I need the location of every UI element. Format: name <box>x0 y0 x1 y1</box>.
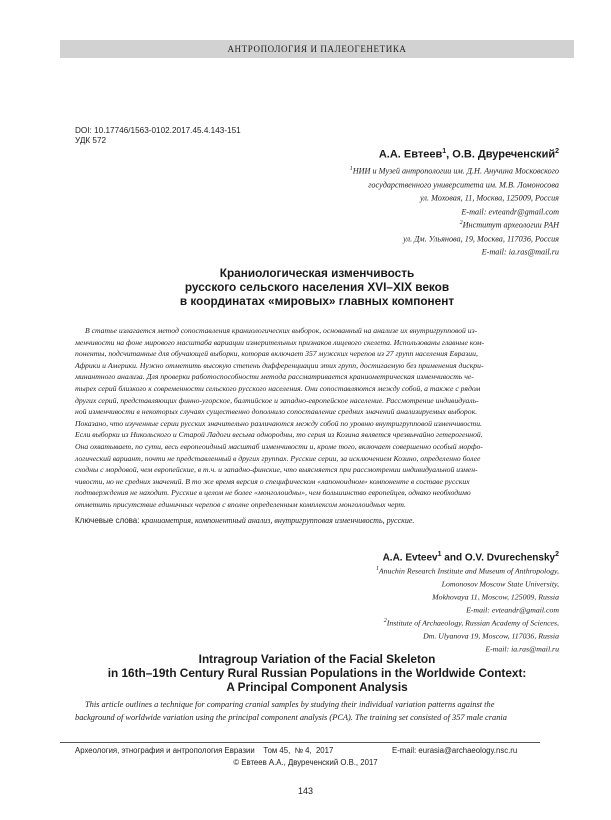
affiliation-text[interactable]: E-mail: evteandr@gmail.com <box>466 605 559 615</box>
article-title-ru <box>60 266 574 308</box>
abstract-line: чивости, но не средних значений. В то же время версия о специфическом «лапоноидном» компоненте в составе русских <box>75 476 470 486</box>
title-line: A Principal Component Analysis <box>226 680 408 694</box>
title-line: Intragroup Variation of the Facial Skeleton <box>198 652 436 666</box>
abstract-line: сходны с мордовой, чем европейские, в т.ч. и западно-финские, что выясняется при рассмотрении индивидуальной измен- <box>75 465 478 475</box>
affiliation-line <box>376 629 559 642</box>
affiliation-sup: 1 <box>349 166 353 172</box>
affiliation-line <box>376 603 559 616</box>
affiliation-text: Институт археологии РАН <box>462 220 559 230</box>
author-separator: , <box>446 148 453 161</box>
affiliation-line <box>350 218 559 232</box>
author-1-en: A.A. Evteev <box>382 552 438 564</box>
affiliation-text[interactable]: E-mail: evteandr@gmail.com <box>461 207 559 217</box>
affiliation-text[interactable]: E-mail: ia.ras@mail.ru <box>481 247 559 257</box>
affiliation-text: Dm. Ulyanova 19, Moscow, 117036, Russia <box>423 631 559 641</box>
authors-ru <box>379 148 559 161</box>
abstract-line: подтверждения не находит. Русские в целом не более «монголоидны», чем большинство европейцев, однако необходимо <box>75 488 471 498</box>
affiliation-line <box>350 178 559 192</box>
affiliation-line <box>376 577 559 590</box>
keywords-label: Ключевые слова: <box>75 516 140 525</box>
title-line: Краниологическая изменчивость <box>219 266 415 280</box>
affiliation-line <box>376 564 559 577</box>
title-line: в координатах «мировых» главных компонент <box>179 294 455 308</box>
section-header: АНТРОПОЛОГИЯ И ПАЛЕОГЕНЕТИКА <box>60 40 574 58</box>
abstract-line: логический вариант, почти не представленный в других группах. Русские серии, за исключением Козино, определенно более <box>75 453 481 463</box>
abstract-line: поненты, подсчитанные для обучающей выборки, которая включает 357 мужских черепов из 27 групп населения Евразии, <box>75 349 478 359</box>
affiliation-text: НИИ и Музей антропологии им. Д.Н. Анучина Московского <box>352 166 559 176</box>
abstract-ru <box>75 325 555 511</box>
abstract-line: отметить присутствие единичных черепов с вполне определенным комплексом монголоидных черт. <box>75 499 406 509</box>
affiliation-line <box>350 205 559 219</box>
abstract-line: Она охватывает, по сути, весь европеоидный масштаб изменчивости и, кроме того, включает совершенно особый морфо- <box>75 441 483 451</box>
affiliation-line <box>376 616 559 629</box>
abstract-line: Показано, что изученные серии русских значительно различаются между собой по уровню внутригрупповой изменчивости. <box>75 418 482 428</box>
article-title-en <box>60 652 574 694</box>
affiliation-text: Lomonosov Moscow State University, <box>441 579 559 589</box>
authors-en <box>383 551 559 563</box>
page-number: 143 <box>297 786 314 796</box>
author-separator-en: and <box>441 552 465 564</box>
author-2-sup: 2 <box>555 148 559 155</box>
affiliation-line <box>376 590 559 603</box>
abstract-line: других серий, представляющих финно-угорское, балтийское и западно-европейское население. Рассмотрение индивидуаль- <box>75 395 479 405</box>
affiliation-line <box>350 164 559 178</box>
abstract-line: Если выборки из Никольского и Старой Ладоги весьма однородны, то серия из Козина является чрезвычайно гетерогенной. <box>75 430 483 440</box>
abstract-line: background of worldwide variation using the principal component analysis (PCA). The training set consisted of 357 male crania <box>75 713 507 722</box>
affiliations-en <box>376 564 559 655</box>
affiliation-text: государственного университета им. М.В. Ломоносова <box>368 180 559 190</box>
keywords <box>75 516 414 525</box>
author-1-en-sup: 1 <box>437 551 442 558</box>
abstract-line: тырех серий близкого к современности сельского русского населения. Они сопоставляются между собой, а также с рядом <box>75 383 481 393</box>
affiliation-line <box>350 232 559 246</box>
author-2-en-sup: 2 <box>555 551 559 558</box>
abstract-line: В статье излагается метод сопоставления краниологических выборок, основанный на анализе их внутригрупповой из- <box>85 326 478 335</box>
abstract-line: This article outlines a technique for comparing cranial samples by studying their individual variation patterns against the <box>85 700 495 709</box>
author-2: О.В. Двуреченский <box>452 148 556 161</box>
doi[interactable]: DOI: 10.17746/1563-0102.2017.45.4.143-151 <box>75 126 241 135</box>
affiliation-sup: 2 <box>383 618 387 624</box>
abstract-line: Африки и Америки. Нужно отметить высокую степень дифференциации этих групп, достигаемую без применения дискри- <box>75 360 484 370</box>
footer-divider <box>60 742 540 743</box>
affiliation-text: Institute of Archaeology, Russian Academy of Sciences, <box>386 618 559 628</box>
keywords-list: краниометрия, компонентный анализ, внутригрупповая изменчивость, русские. <box>141 516 415 525</box>
affiliation-text: ул. Моховая, 11, Москва, 125009, Россия <box>420 193 559 203</box>
affiliation-line <box>350 191 559 205</box>
affiliation-sup: 2 <box>459 220 463 227</box>
author-2-en: O.V. Dvurechensky <box>464 552 556 564</box>
abstract-line: ной изменчивости в некоторых случаях существенно дополнило сопоставление средних значений анализируемых выборок. <box>75 407 478 417</box>
author-1: А.А. Евтеев <box>378 148 443 161</box>
abstract-en <box>75 698 555 724</box>
doi-block <box>75 126 241 146</box>
affiliation-text: ул. Дм. Ульянова, 19, Москва, 117036, Россия <box>403 234 559 244</box>
title-line: in 16th–19th Century Rural Russian Populations in the Worldwide Context: <box>107 666 527 680</box>
affiliation-line <box>350 245 559 259</box>
title-line: русского сельского населения XVI–XIX веков <box>184 280 450 294</box>
author-1-sup: 1 <box>442 148 447 155</box>
copyright: © Евтеев А.А., Двуреченский О.В., 2017 <box>233 758 378 767</box>
udc: УДК 572 <box>75 136 107 145</box>
journal-email[interactable]: E-mail: eurasia@archaeology.nsc.ru <box>392 746 518 755</box>
journal-info: Археология, этнография и антропология Евразии Том 45, № 4, 2017 <box>75 746 334 755</box>
abstract-line: минантного анализа. Для проверки работоспособности метода рассматривается краниометрическая изменчивость че- <box>75 372 474 382</box>
affiliations-ru <box>350 164 559 259</box>
abstract-line: менчивости на фоне мирового масштаба вариации измерительных признаков лицевого скелета. Использованы главные ком- <box>75 337 485 347</box>
affiliation-sup: 1 <box>375 566 379 572</box>
affiliation-text: Mokhovaya 11, Moscow, 125009, Russia <box>432 592 559 602</box>
affiliation-text[interactable]: E-mail: ia.ras@mail.ru <box>485 644 559 654</box>
affiliation-text: Anuchin Research Institute and Museum of Anthropology, <box>378 566 559 576</box>
